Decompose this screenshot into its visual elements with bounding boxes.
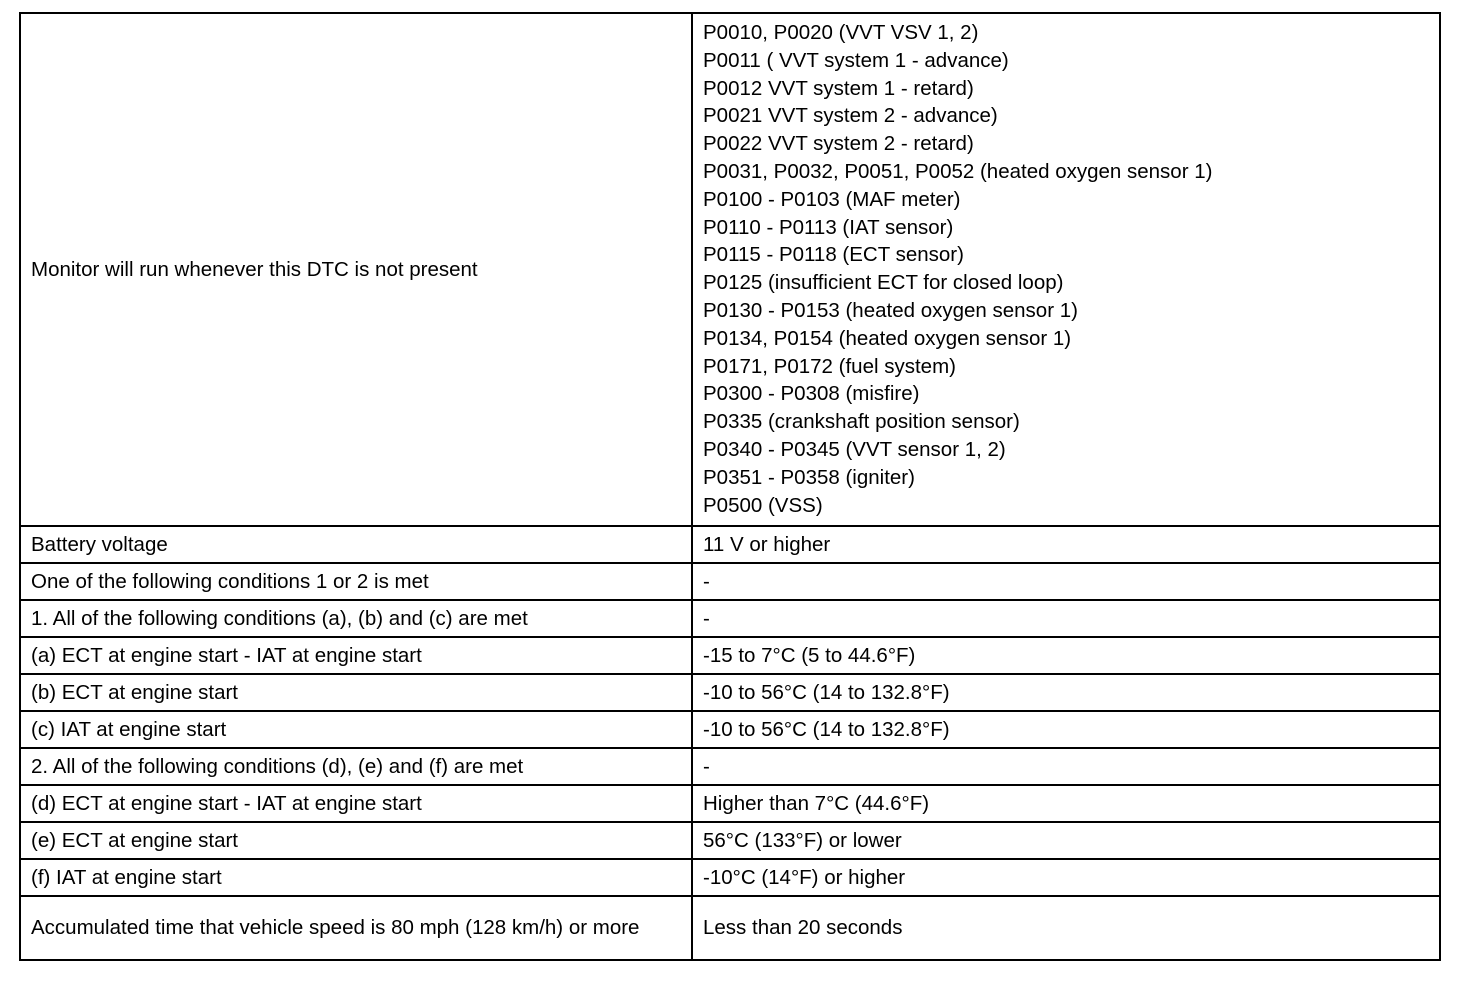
dtc-item: P0351 - P0358 (igniter) <box>703 465 915 489</box>
dtc-item: P0335 (crankshaft position sensor) <box>703 410 1020 434</box>
value-cell: -10 to 56°C (14 to 132.8°F) <box>692 711 1440 748</box>
value-cell: -10 to 56°C (14 to 132.8°F) <box>692 674 1440 711</box>
dtc-item: P0031, P0032, P0051, P0052 (heated oxygen sensor 1) <box>703 159 1213 183</box>
dtc-item: P0022 VVT system 2 - retard) <box>703 132 974 156</box>
condition-cell: (a) ECT at engine start - IAT at engine start <box>20 637 692 674</box>
table-row <box>20 674 1440 711</box>
table-row <box>20 822 1440 859</box>
condition-cell: (b) ECT at engine start <box>20 674 692 711</box>
condition-cell: Battery voltage <box>20 526 692 563</box>
conditions-table <box>19 12 1441 961</box>
value-cell: -10°C (14°F) or higher <box>692 859 1440 896</box>
condition-cell: Accumulated time that vehicle speed is 80 mph (128 km/h) or more <box>20 896 692 960</box>
dtc-list-cell <box>692 13 1440 526</box>
table-row <box>20 859 1440 896</box>
table-row <box>20 600 1440 637</box>
value-cell: Less than 20 seconds <box>692 896 1440 960</box>
table-row <box>20 785 1440 822</box>
condition-cell: 2. All of the following conditions (d), (e) and (f) are met <box>20 748 692 785</box>
table-row <box>20 526 1440 563</box>
dtc-item: P0115 - P0118 (ECT sensor) <box>703 243 964 267</box>
table-row-dtc-list <box>20 13 1440 526</box>
value-cell: Higher than 7°C (44.6°F) <box>692 785 1440 822</box>
table-row <box>20 637 1440 674</box>
value-cell: 56°C (133°F) or lower <box>692 822 1440 859</box>
table-row <box>20 711 1440 748</box>
dtc-item: P0110 - P0113 (IAT sensor) <box>703 215 954 239</box>
condition-cell: (c) IAT at engine start <box>20 711 692 748</box>
dtc-item: P0011 ( VVT system 1 - advance) <box>703 48 1009 72</box>
dtc-item: P0340 - P0345 (VVT sensor 1, 2) <box>703 437 1006 461</box>
dtc-item: P0125 (insufficient ECT for closed loop) <box>703 271 1064 295</box>
dtc-item: P0010, P0020 (VVT VSV 1, 2) <box>703 21 979 44</box>
value-cell: - <box>692 748 1440 785</box>
dtc-item: P0021 VVT system 2 - advance) <box>703 104 998 128</box>
condition-cell: (d) ECT at engine start - IAT at engine start <box>20 785 692 822</box>
condition-cell: (f) IAT at engine start <box>20 859 692 896</box>
condition-cell: One of the following conditions 1 or 2 is met <box>20 563 692 600</box>
table-row <box>20 563 1440 600</box>
dtc-item: P0171, P0172 (fuel system) <box>703 354 956 378</box>
dtc-item: P0500 (VSS) <box>703 493 823 517</box>
value-cell: 11 V or higher <box>692 526 1440 563</box>
condition-cell: (e) ECT at engine start <box>20 822 692 859</box>
table-row <box>20 896 1440 960</box>
value-cell: - <box>692 563 1440 600</box>
dtc-item: P0130 - P0153 (heated oxygen sensor 1) <box>703 298 1078 322</box>
table-row <box>20 748 1440 785</box>
dtc-item: P0100 - P0103 (MAF meter) <box>703 187 961 211</box>
dtc-item: P0012 VVT system 1 - retard) <box>703 76 974 100</box>
dtc-item: P0300 - P0308 (misfire) <box>703 382 920 406</box>
dtc-item: P0134, P0154 (heated oxygen sensor 1) <box>703 326 1072 350</box>
value-cell: -15 to 7°C (5 to 44.6°F) <box>692 637 1440 674</box>
condition-cell: 1. All of the following conditions (a), (b) and (c) are met <box>20 600 692 637</box>
condition-cell: Monitor will run whenever this DTC is not present <box>20 13 692 526</box>
value-cell: - <box>692 600 1440 637</box>
